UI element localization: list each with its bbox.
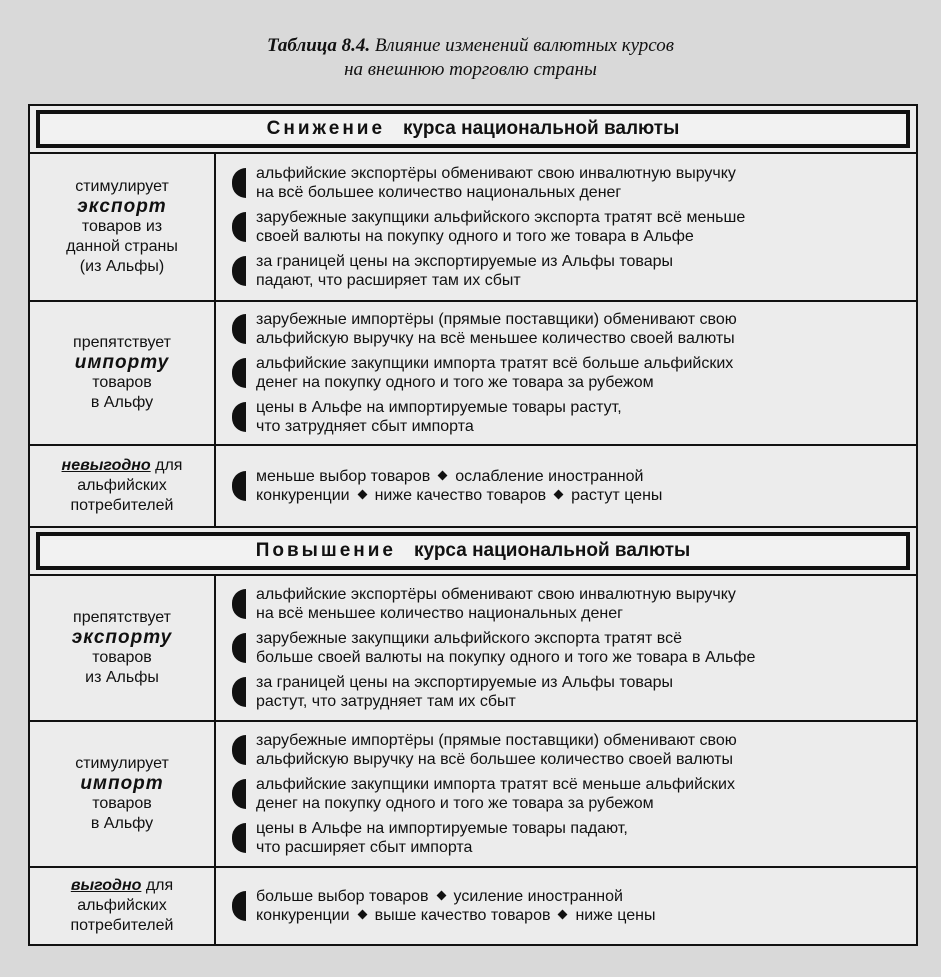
effect-text: что расширяет сбыт импорта bbox=[256, 839, 473, 856]
table-row-import-increase bbox=[30, 720, 916, 866]
effect-item bbox=[232, 398, 908, 436]
table-row-consumers-decrease bbox=[30, 444, 916, 526]
table-row-export-decrease bbox=[30, 152, 916, 300]
effect-text: конкуренции bbox=[256, 487, 350, 504]
crescent-bullet-icon bbox=[232, 735, 246, 765]
crescent-bullet-icon bbox=[232, 779, 246, 809]
crescent-bullet-icon bbox=[232, 402, 246, 432]
crescent-bullet-icon bbox=[232, 256, 246, 286]
row-label-text: для bbox=[145, 877, 174, 894]
row-label-keyword: экспорту bbox=[71, 627, 173, 648]
row-label-line bbox=[71, 876, 173, 896]
effect-text: альфийскую выручку на всё большее количество своей валюты bbox=[256, 751, 733, 768]
diamond-separator-icon bbox=[558, 910, 568, 920]
row-label-text: из Альфы bbox=[85, 669, 159, 686]
section-header-decrease bbox=[36, 110, 910, 148]
crescent-bullet-icon bbox=[232, 633, 246, 663]
effect-text: за границей цены на экспортируемые из Альфы товары bbox=[256, 253, 674, 270]
effect-text: на всё меньшее количество национальных денег bbox=[256, 605, 623, 622]
effect-text: денег на покупку одного и того же товара за рубежом bbox=[256, 795, 654, 812]
effect-item bbox=[232, 310, 908, 348]
row-label-text: потребителей bbox=[70, 917, 174, 934]
effect-text: альфийские закупщики импорта тратят всё меньше альфийских bbox=[256, 776, 735, 793]
effect-item bbox=[232, 819, 908, 857]
effect-text: цены в Альфе на импортируемые товары растут, bbox=[256, 399, 622, 416]
row-label bbox=[30, 446, 216, 526]
effect-text: альфийские экспортёры обменивают свою инвалютную выручку bbox=[256, 586, 736, 603]
effect-item bbox=[232, 585, 908, 623]
exchange-rate-table bbox=[28, 104, 918, 946]
caption-title-1: Влияние изменений валютных курсов bbox=[374, 35, 674, 56]
section-divider bbox=[30, 526, 916, 570]
row-label-text: потребителей bbox=[70, 497, 174, 514]
row-label-text: стимулирует bbox=[75, 755, 169, 772]
diamond-separator-icon bbox=[554, 490, 564, 500]
effect-item bbox=[232, 164, 908, 202]
diamond-separator-icon bbox=[357, 490, 367, 500]
effect-item bbox=[232, 354, 908, 392]
row-label bbox=[30, 868, 216, 944]
diamond-separator-icon bbox=[436, 891, 446, 901]
effect-text: зарубежные закупщики альфийского экспорта тратят всё меньше bbox=[256, 209, 746, 226]
effect-item bbox=[232, 775, 908, 813]
row-label bbox=[30, 154, 216, 300]
effect-text: своей валюты на покупку одного и того же товара в Альфе bbox=[256, 228, 694, 245]
effect-text: зарубежные импортёры (прямые поставщики) обменивают свою bbox=[256, 311, 737, 328]
crescent-bullet-icon bbox=[232, 891, 246, 921]
row-effects bbox=[216, 722, 916, 866]
row-label-text: данной страны bbox=[66, 238, 178, 255]
row-effects bbox=[216, 576, 916, 720]
row-label-text: в Альфу bbox=[90, 394, 154, 411]
row-label bbox=[30, 302, 216, 444]
row-label-text: товаров из bbox=[81, 218, 163, 235]
row-label-keyword: невыгодно bbox=[61, 457, 151, 474]
effect-item bbox=[232, 629, 908, 667]
effect-text: конкуренции bbox=[256, 907, 350, 924]
section-header-increase bbox=[36, 532, 910, 570]
diamond-separator-icon bbox=[357, 910, 367, 920]
effect-item bbox=[232, 208, 908, 246]
effect-text: цены в Альфе на импортируемые товары падают, bbox=[256, 820, 628, 837]
effect-item bbox=[232, 887, 908, 925]
diamond-separator-icon bbox=[438, 471, 448, 481]
row-label-text: (из Альфы) bbox=[79, 258, 165, 275]
effect-text: альфийские закупщики импорта тратят всё больше альфийских bbox=[256, 355, 734, 372]
row-label-text: препятствует bbox=[73, 334, 171, 351]
row-label-keyword: импорту bbox=[74, 352, 170, 373]
effect-text: за границей цены на экспортируемые из Альфы товары bbox=[256, 674, 674, 691]
row-label-text: товаров bbox=[92, 649, 152, 666]
row-label bbox=[30, 576, 216, 720]
section-header-word: Снижение bbox=[266, 118, 386, 139]
effect-text: ниже цены bbox=[575, 907, 656, 924]
effect-text: денег на покупку одного и того же товара за рубежом bbox=[256, 374, 654, 391]
crescent-bullet-icon bbox=[232, 677, 246, 707]
effect-text: растут цены bbox=[571, 487, 663, 504]
row-label-text: препятствует bbox=[73, 609, 171, 626]
effect-text: зарубежные импортёры (прямые поставщики) обменивают свою bbox=[256, 732, 737, 749]
caption-line-1 bbox=[0, 34, 941, 58]
row-label-text: для bbox=[155, 457, 183, 474]
row-label-keyword: экспорт bbox=[77, 196, 167, 217]
table-caption bbox=[0, 34, 941, 82]
row-effects bbox=[216, 154, 916, 300]
effect-item bbox=[232, 467, 908, 505]
effect-text: выше качество товаров bbox=[374, 907, 551, 924]
effect-item bbox=[232, 673, 908, 711]
effect-text: ниже качество товаров bbox=[374, 487, 547, 504]
crescent-bullet-icon bbox=[232, 589, 246, 619]
row-effects bbox=[216, 868, 916, 944]
section-header-rest: курса национальной валюты bbox=[414, 540, 691, 561]
effect-text: что затрудняет сбыт импорта bbox=[256, 418, 474, 435]
table-row-export-increase bbox=[30, 574, 916, 720]
section-header-rest: курса национальной валюты bbox=[403, 118, 680, 139]
crescent-bullet-icon bbox=[232, 358, 246, 388]
effect-text: на всё большее количество национальных денег bbox=[256, 184, 622, 201]
effect-text: альфийскую выручку на всё меньшее количество своей валюты bbox=[256, 330, 735, 347]
effect-text: усиление иностранной bbox=[453, 888, 623, 905]
row-label-line bbox=[62, 456, 183, 476]
table-row-consumers-increase bbox=[30, 866, 916, 944]
row-label bbox=[30, 722, 216, 866]
row-label-text: альфийских bbox=[77, 897, 167, 914]
row-effects bbox=[216, 446, 916, 526]
crescent-bullet-icon bbox=[232, 823, 246, 853]
effect-text: растут, что затрудняет там их сбыт bbox=[256, 693, 516, 710]
effect-item bbox=[232, 252, 908, 290]
crescent-bullet-icon bbox=[232, 471, 246, 501]
crescent-bullet-icon bbox=[232, 212, 246, 242]
section-header-word: Повышение bbox=[255, 540, 396, 561]
effect-text: ослабление иностранной bbox=[455, 468, 644, 485]
row-label-keyword: выгодно bbox=[70, 877, 142, 894]
table-row-import-decrease bbox=[30, 300, 916, 444]
row-effects bbox=[216, 302, 916, 444]
effect-item bbox=[232, 731, 908, 769]
effect-text: больше своей валюты на покупку одного и того же товара в Альфе bbox=[256, 649, 756, 666]
effect-text: падают, что расширяет там их сбыт bbox=[256, 272, 521, 289]
row-label-text: товаров bbox=[92, 795, 152, 812]
caption-title-2: на внешнюю торговлю страны bbox=[344, 59, 597, 80]
effect-text: больше выбор товаров bbox=[256, 888, 429, 905]
row-label-text: товаров bbox=[92, 374, 152, 391]
effect-text: меньше выбор товаров bbox=[256, 468, 431, 485]
crescent-bullet-icon bbox=[232, 168, 246, 198]
effect-text: альфийские экспортёры обменивают свою инвалютную выручку bbox=[256, 165, 736, 182]
row-label-text: стимулирует bbox=[75, 178, 169, 195]
row-label-keyword: импорт bbox=[80, 773, 164, 794]
row-label-text: в Альфу bbox=[90, 815, 154, 832]
crescent-bullet-icon bbox=[232, 314, 246, 344]
row-label-text: альфийских bbox=[77, 477, 167, 494]
effect-text: зарубежные закупщики альфийского экспорта тратят всё bbox=[256, 630, 682, 647]
table-number: Таблица 8.4. bbox=[267, 35, 371, 56]
